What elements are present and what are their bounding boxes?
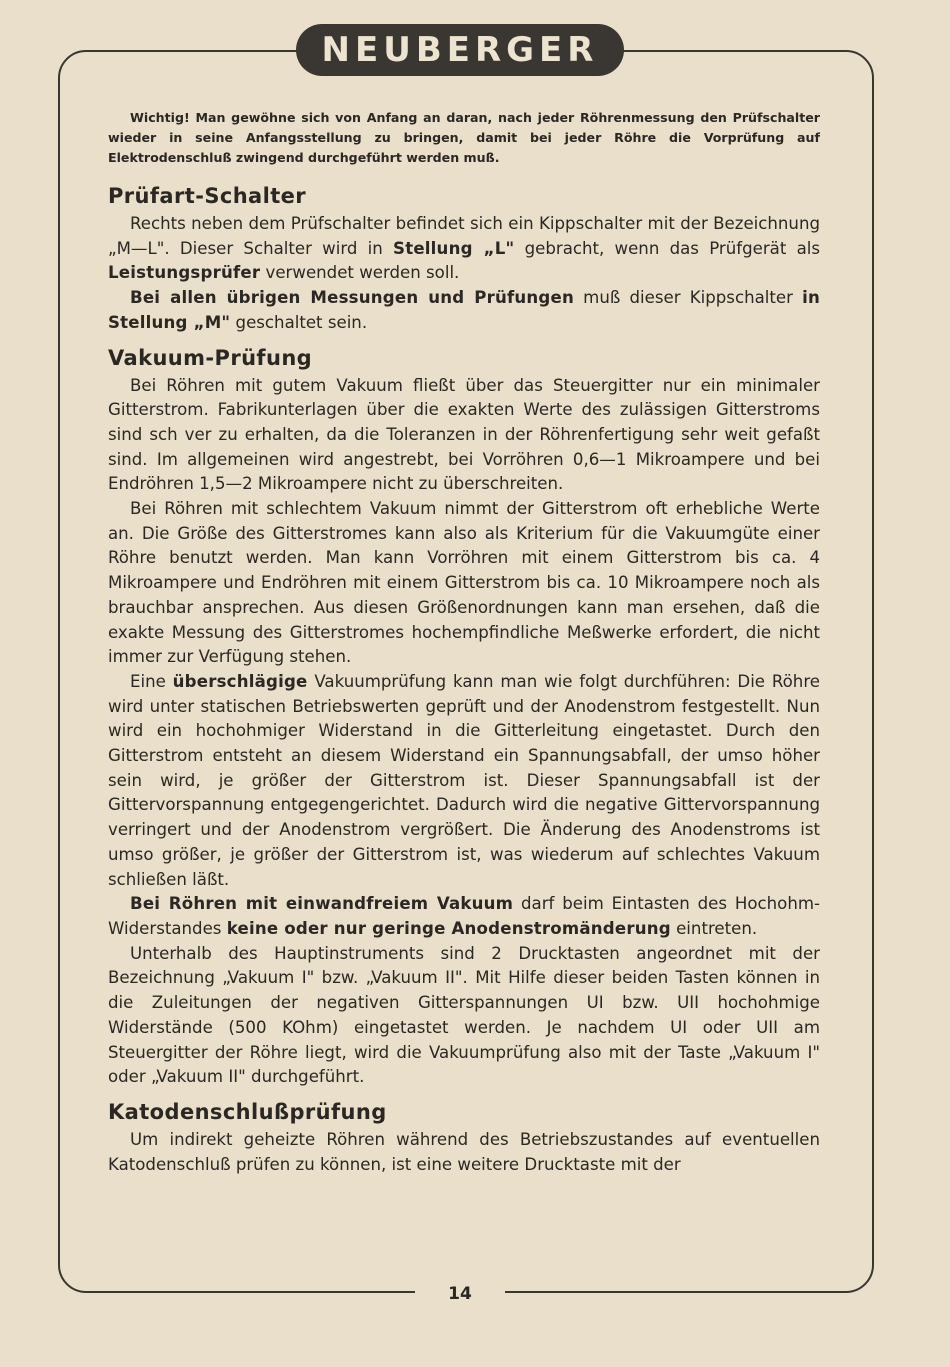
text-run: Eine: [130, 671, 173, 691]
bold-run: überschlägige: [172, 671, 308, 691]
paragraph: [108, 286, 820, 335]
paragraph: Um indirekt geheizte Röhren während des Betriebszustandes auf eventuellen Katodenschluß prüfen zu können, ist eine weitere Drucktaste mit der: [108, 1129, 820, 1174]
text-run: eintreten.: [670, 918, 758, 938]
brand-header: [310, 22, 610, 78]
paragraph: [108, 892, 820, 941]
page-content: [108, 108, 820, 1177]
text-run: muß dieser Kippschalter: [573, 288, 803, 308]
text-run: Vakuumprüfung kann man wie folgt durchführen: Die Röhre wird unter statischen Betriebswerten geprüft und der Anodenstrom festgestellt. Nun wird ein hochohmiger Widerstand in die Gitterleitung eingetastet. Durch den Gitterstrom entsteht an diesem Widerstand ein Spannungsabfall, der umso höher sein wird, je größer der Gitterstrom ist. Dieser Spannungsabfall ist der Gittervorspannung entgegengerichtet. Dadurch wird die negative Gittervorspannung verringert und der Anodenstrom vergrößert. Die Änderung des Anodenstroms ist umso größer, je größer der Gitterstrom ist, was wiederum auf schlechtes Vakuum schließen läßt.: [108, 671, 820, 889]
page-footer: [415, 1278, 505, 1310]
bold-run: in Stellung „M": [108, 288, 820, 332]
bold-run: Bei Röhren mit einwandfreiem Vakuum: [130, 894, 514, 914]
section-heading-katodenschluss: Katodenschlußprüfung: [108, 1099, 387, 1124]
text-run: Rechts neben dem Prüfschalter befindet sich ein Kippschalter mit der Bezeichnung „M—L". Dieser Schalter wird in: [108, 214, 820, 258]
text-run: gebracht, wenn das Prüfgerät als: [514, 238, 820, 258]
important-note: [108, 108, 820, 168]
text-run: verwendet werden soll.: [260, 263, 460, 283]
section-heading-pruefart: Prüfart-Schalter: [108, 184, 307, 208]
bold-run: Bei allen übrigen Messungen und Prüfungen: [130, 288, 574, 308]
note-text: Man gewöhne sich von Anfang an daran, nach jeder Röhrenmessung den Prüfschalter wieder in seine Anfangsstellung zu bringen, damit bei jeder Röhre die Vorprüfung auf Elektrodenschluß zwingend durchgeführt werden muß.: [108, 110, 820, 165]
note-label: Wichtig!: [130, 110, 190, 125]
paragraph: [108, 670, 820, 892]
paragraph: Bei Röhren mit schlechtem Vakuum nimmt der Gitterstrom oft erhebliche Werte an. Die Größe des Gitterstromes kann also als Kriterium für die Vakuumgüte einer Röhre benutzt werden. Man kann Vorröhren mit einem Gitterstrom bis ca. 4 Mikroampere und Endröhren mit einem Gitterstrom bis ca. 10 Mikroampere noch als brauchbar ansprechen. Aus diesen Größenordnungen kann man ersehen, daß die exakte Messung des Gitterstromes hochempfindliche Meßwerke erfordert, die nicht immer zur Verfügung stehen.: [108, 499, 820, 667]
paragraph: Unterhalb des Hauptinstruments sind 2 Drucktasten angeordnet mit der Bezeichnung „Vakuum I" bzw. „Vakuum II". Mit Hilfe dieser beiden Tasten können in die Zuleitungen der negativen Gitterspannungen UI bzw. UII hochohmige Widerstände (500 KOhm) eingetastet werden. Je nachdem UI oder UII am Steuergitter der Röhre liegt, wird die Vakuumprüfung also mit der Taste „Vakuum I" oder „Vakuum II" durchgeführt.: [108, 943, 820, 1087]
bold-run: Leistungsprüfer: [108, 263, 261, 283]
section-heading-vakuum: Vakuum-Prüfung: [108, 345, 313, 370]
paragraph: [108, 212, 820, 286]
bold-run: keine oder nur geringe Anodenstromänderung: [226, 918, 671, 938]
page-number: 14: [448, 1284, 472, 1304]
paragraph: Bei Röhren mit gutem Vakuum fließt über das Steuergitter nur ein minimaler Gitterstrom. Fabrikunterlagen über die exakten Werte des zulässigen Gitterstroms sind sch ver zu erhalten, da die Toleranzen in der Röhrenfertigung sehr weit gefaßt sind. Im allgemeinen wird angestrebt, bei Vorröhren 0,6—1 Mikroampere und bei Endröhren 1,5—2 Mikroampere nicht zu überschreiten.: [108, 375, 820, 494]
bold-run: Stellung „L": [393, 238, 515, 258]
brand-logo: NEUBERGER: [296, 24, 625, 76]
text-run: darf beim Eintasten des Hochohm-Widerstandes: [108, 894, 820, 938]
text-run: geschaltet sein.: [230, 312, 368, 332]
